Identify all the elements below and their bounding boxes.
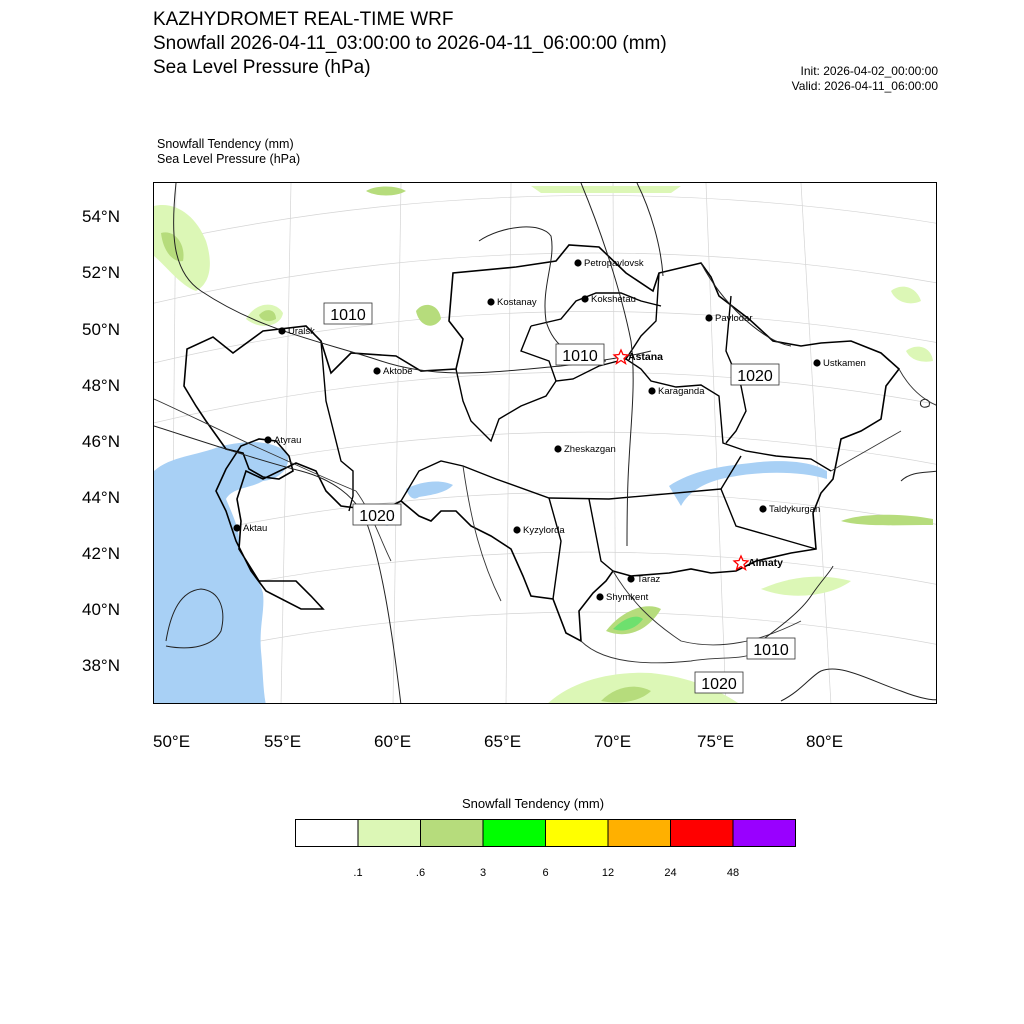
isobar-label-4: 1020: [359, 508, 395, 525]
lat-label-48: 48°N: [82, 376, 120, 395]
lat-label-40: 40°N: [82, 600, 120, 619]
map-svg: [154, 183, 937, 704]
colorbar-title: Snowfall Tendency (mm): [462, 796, 605, 811]
svg-text:Pavlodar: Pavlodar: [715, 313, 753, 324]
isobar-label-6: 1020: [701, 676, 737, 693]
valid-time: Valid: 2026-04-11_06:00:00: [791, 79, 938, 93]
city-zheskazgan: [554, 444, 615, 455]
colorbar-labels: [295, 867, 796, 883]
svg-text:Zheskazgan: Zheskazgan: [564, 444, 616, 455]
lon-label-70: 70°E: [594, 732, 632, 751]
svg-text:Karaganda: Karaganda: [658, 386, 705, 397]
lon-label-55: 55°E: [264, 732, 302, 751]
svg-text:Almaty: Almaty: [748, 557, 784, 569]
city-uralsk: [278, 326, 315, 337]
lat-label-44: 44°N: [82, 488, 120, 507]
lon-label-65: 65°E: [484, 732, 522, 751]
colorbar-swatch: [483, 820, 546, 847]
graticule: [154, 183, 937, 704]
neighbor-borders: [154, 369, 937, 663]
svg-text:Atyrau: Atyrau: [274, 435, 302, 446]
city-kyzylorda: [513, 525, 565, 536]
city-aktobe: [373, 366, 412, 377]
lat-label-50: 50°N: [82, 320, 120, 339]
city-karaganda: [648, 386, 705, 397]
title-line3: Sea Level Pressure (hPa): [153, 57, 371, 78]
colorbar-swatch: [358, 820, 421, 847]
isobar-label-5: 1010: [753, 642, 789, 659]
city-shymkent: [596, 592, 648, 603]
colorbar-svg: [295, 819, 796, 847]
svg-text:Shymkent: Shymkent: [606, 592, 649, 603]
colorbar-swatch: [546, 820, 609, 847]
map-panel: [153, 182, 937, 704]
colorbar-swatch: [421, 820, 484, 847]
city-ustkamen: [813, 358, 865, 369]
title-line2: Snowfall 2026-04-11_03:00:00 to 2026-04-11_06:00:00 (mm): [153, 33, 667, 54]
lon-label-60: 60°E: [374, 732, 412, 751]
lon-label-80: 80°E: [806, 732, 844, 751]
city-pavlodar: [705, 313, 752, 324]
lat-label-54: 54°N: [82, 207, 120, 226]
svg-text:Ustkamen: Ustkamen: [823, 358, 866, 369]
isobar-label-3: 1020: [737, 368, 773, 385]
isobar-label-1: 1010: [330, 307, 366, 324]
subtitle-slp: Sea Level Pressure (hPa): [157, 152, 301, 166]
colorbar-swatch: [608, 820, 671, 847]
colorbar-label: 3: [479, 867, 487, 879]
city-astana: [614, 350, 663, 364]
svg-text:Taraz: Taraz: [637, 574, 661, 585]
city-petropavlovsk: [574, 258, 644, 269]
city-taldykurgan: [759, 504, 820, 515]
lat-label-52: 52°N: [82, 263, 120, 282]
title-line1: KAZHYDROMET REAL-TIME WRF: [153, 9, 454, 30]
city-kostanay: [487, 297, 536, 308]
city-almaty: [734, 556, 783, 570]
isobar-label-2: 1010: [562, 348, 598, 365]
colorbar-label: 24: [664, 867, 677, 879]
svg-text:Astana: Astana: [628, 351, 664, 363]
lat-label-42: 42°N: [82, 544, 120, 563]
svg-text:Aktau: Aktau: [243, 523, 268, 534]
init-time: Init: 2026-04-02_00:00:00: [800, 64, 938, 78]
colorbar-label: .1: [353, 867, 363, 879]
svg-text:Taldykurgan: Taldykurgan: [769, 504, 821, 515]
svg-text:Petropavlovsk: Petropavlovsk: [584, 258, 644, 269]
svg-text:Kostanay: Kostanay: [497, 297, 537, 308]
colorbar-swatch: [671, 820, 734, 847]
isobars: [154, 183, 937, 704]
colorbar-swatch: [296, 820, 359, 847]
svg-text:Aktobe: Aktobe: [383, 366, 413, 377]
lat-label-46: 46°N: [82, 432, 120, 451]
colorbar-label: .6: [415, 867, 426, 879]
colorbar-label: 48: [726, 867, 740, 879]
lat-label-38: 38°N: [82, 656, 120, 675]
svg-text:Uralsk: Uralsk: [288, 326, 315, 337]
svg-text:Kokshetau: Kokshetau: [591, 294, 636, 305]
colorbar-label: 12: [601, 867, 615, 879]
lon-label-75: 75°E: [697, 732, 735, 751]
subtitle-snowfall: Snowfall Tendency (mm): [157, 137, 294, 151]
colorbar: [295, 819, 796, 847]
colorbar-label: 6: [542, 867, 549, 879]
svg-text:Kyzylorda: Kyzylorda: [523, 525, 565, 536]
lon-label-50: 50°E: [153, 732, 191, 751]
colorbar-swatch: [733, 820, 796, 847]
